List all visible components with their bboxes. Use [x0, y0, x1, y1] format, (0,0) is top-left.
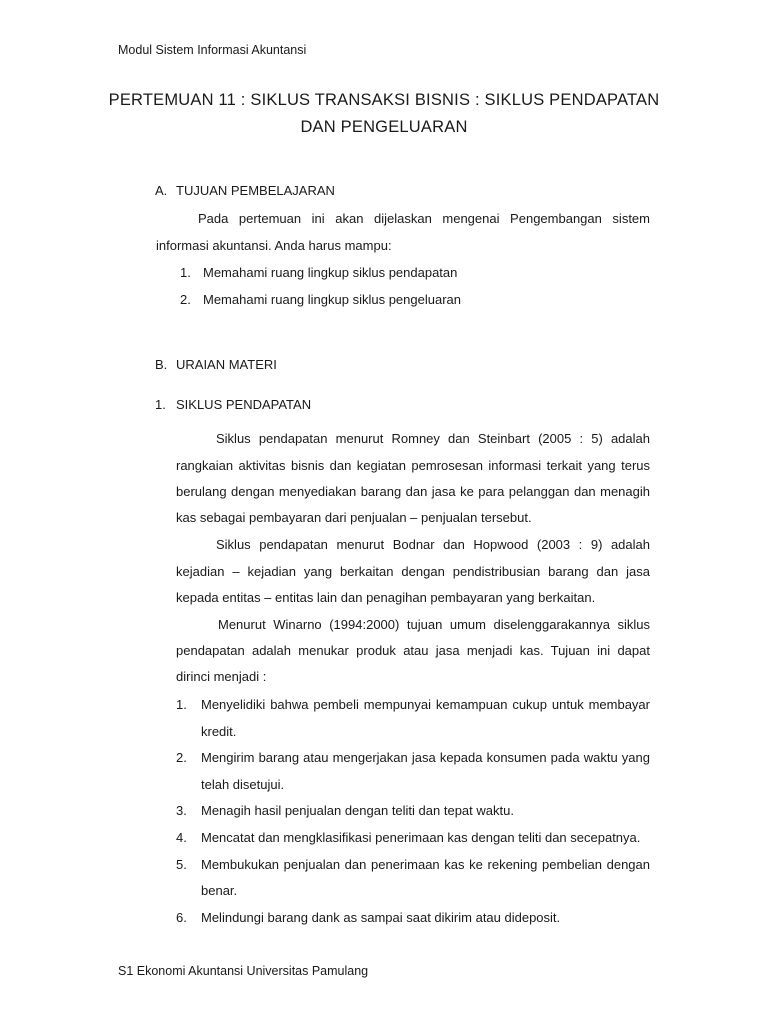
objective-item-line: Menagih hasil penjualan dengan teliti dan tepat waktu.	[201, 803, 514, 818]
section-a-heading: TUJUAN PEMBELAJARAN	[176, 183, 335, 198]
running-header: Modul Sistem Informasi Akuntansi	[118, 43, 307, 57]
paragraph-3-line: dirinci menjadi :	[176, 669, 267, 684]
objective-number: 1.	[176, 697, 187, 712]
objective-number: 2.	[176, 750, 187, 765]
section-a-intro-line-2: informasi akuntansi. Anda harus mampu:	[156, 238, 392, 253]
objective-item-line: Mengirim barang atau mengerjakan jasa kepada konsumen pada waktu yang	[201, 750, 650, 765]
goal-item: Memahami ruang lingkup siklus pendapatan	[203, 265, 458, 280]
subsection-1-marker: 1.	[155, 397, 166, 412]
goal-number: 2.	[180, 292, 191, 307]
page-title-line-1: PERTEMUAN 11 : SIKLUS TRANSAKSI BISNIS : SIKLUS PENDAPATAN	[108, 91, 660, 109]
goal-number: 1.	[180, 265, 191, 280]
section-a-intro-line-1: Pada pertemuan ini akan dijelaskan mengenai Pengembangan sistem	[198, 211, 650, 226]
paragraph-2-line: kejadian – kejadian yang berkaitan dengan pendistribusian barang dan jasa	[176, 564, 650, 579]
section-b-marker: B.	[155, 357, 168, 372]
objective-item-line: benar.	[201, 883, 238, 898]
running-footer: S1 Ekonomi Akuntansi Universitas Pamulang	[118, 964, 369, 978]
section-a-marker: A.	[155, 183, 168, 198]
goal-item: Memahami ruang lingkup siklus pengeluaran	[203, 292, 461, 307]
paragraph-1-line: berulang dengan menyediakan barang dan jasa ke para pelanggan dan menagih	[176, 484, 650, 499]
objective-item-line: telah disetujui.	[201, 777, 285, 792]
objective-item-line: Menyelidiki bahwa pembeli mempunyai kemampuan cukup untuk membayar	[201, 697, 650, 712]
paragraph-2-line: kepada entitas – entitas lain dan penagihan pembayaran yang berkaitan.	[176, 590, 596, 605]
objective-item-line: Melindungi barang dank as sampai saat dikirim atau dideposit.	[201, 910, 561, 925]
section-b-heading: URAIAN MATERI	[176, 357, 277, 372]
paragraph-1-line: kas sebagai pembayaran dari penjualan – penjualan tersebut.	[176, 510, 532, 525]
paragraph-3-line: pendapatan adalah menukar produk atau jasa menjadi kas. Tujuan ini dapat	[176, 643, 650, 658]
paragraph-2-line: Siklus pendapatan menurut Bodnar dan Hopwood (2003 : 9) adalah	[216, 537, 650, 552]
objective-number: 3.	[176, 803, 187, 818]
objective-item-line: kredit.	[201, 724, 237, 739]
subsection-1-heading: SIKLUS PENDAPATAN	[176, 397, 312, 412]
objective-number: 4.	[176, 830, 187, 845]
objective-number: 6.	[176, 910, 187, 925]
objective-item-line: Mencatat dan mengklasifikasi penerimaan kas dengan teliti dan secepatnya.	[201, 830, 641, 845]
paragraph-1-line: Siklus pendapatan menurut Romney dan Steinbart (2005 : 5) adalah	[216, 431, 650, 446]
objective-item-line: Membukukan penjualan dan penerimaan kas ke rekening pembelian dengan	[201, 857, 650, 872]
objective-number: 5.	[176, 857, 187, 872]
paragraph-1-line: rangkaian aktivitas bisnis dan kegiatan pemrosesan informasi terkait yang terus	[176, 458, 650, 473]
page-title-line-2: DAN PENGELUARAN	[300, 118, 468, 136]
paragraph-3-line: Menurut Winarno (1994:2000) tujuan umum diselenggarakannya siklus	[218, 617, 650, 632]
